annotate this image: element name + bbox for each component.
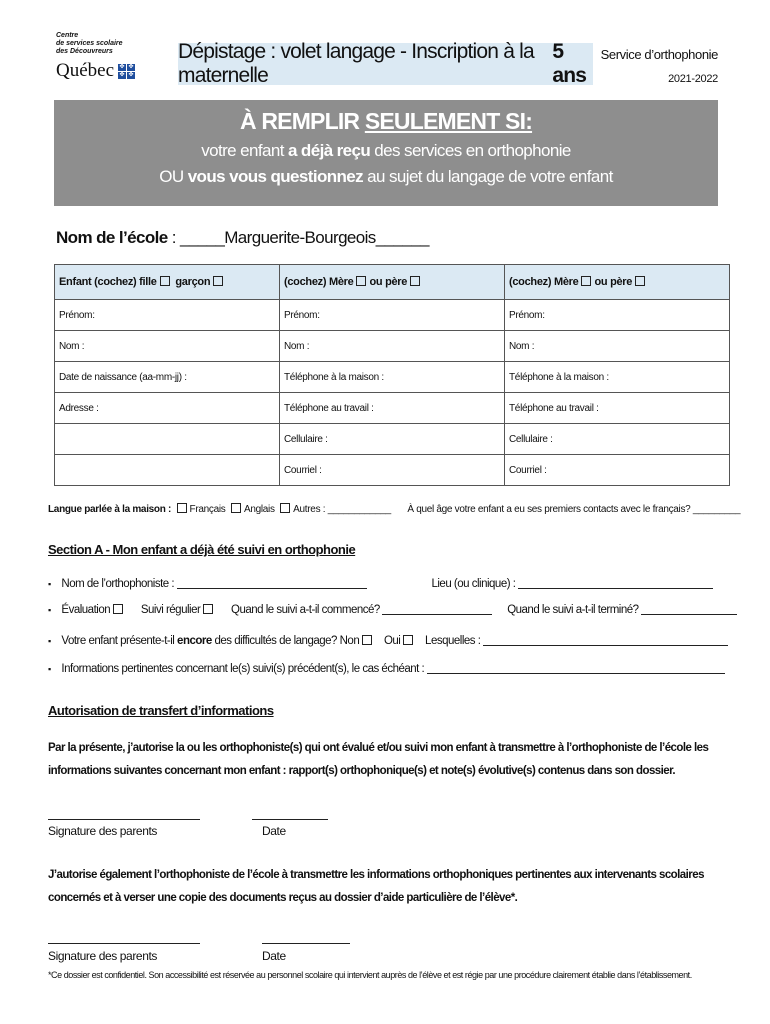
orthophonist-name-field[interactable] — [177, 577, 367, 589]
signature-line-2[interactable] — [48, 942, 200, 944]
boy-label: garçon — [172, 276, 211, 288]
banner-line1-a: votre enfant — [201, 141, 288, 160]
regular-follow-up-label: Suivi régulier — [140, 604, 201, 616]
logo-wordmark — [56, 60, 166, 82]
table-row — [55, 300, 730, 331]
other-language-label: Autres : ____________ — [293, 504, 391, 515]
bullet-current-difficulties — [48, 634, 728, 647]
table-cell[interactable]: Date de naissance (aa-mm-jj) : — [55, 362, 280, 393]
relevant-info-label: Informations pertinentes concernant le(s) suivi(s) précédent(s), le cas échéant : — [61, 663, 425, 675]
end-date-label: Quand le suivi a-t-il terminé? — [507, 604, 639, 616]
confidentiality-footnote: *Ce dossier est confidentiel. Son accessibilité est réservée au personnel scolaire qui intervient auprès de l’élève et est régie par une procédure clairement établie dans l’établissement. — [48, 970, 692, 980]
identification-table — [54, 264, 730, 486]
parent1-father-label: ou père — [369, 276, 408, 288]
banner-line2-a: OU — [159, 167, 188, 186]
table-cell[interactable]: Prénom: — [55, 300, 280, 331]
parent1-mother-checkbox[interactable] — [356, 276, 366, 286]
school-name-field[interactable] — [56, 228, 429, 248]
start-date-field[interactable] — [382, 603, 492, 615]
signature-label-2: Signature des parents — [48, 949, 158, 963]
bullet-follow-up — [48, 603, 737, 616]
fleur-de-lis-flag-icon: ✤ ✤ ✤ ✤ — [119, 63, 134, 78]
authorization-paragraph-2: J’autorise également l’orthophoniste de l’école à transmettre les informations orthophoniques pertinentes aux intervenants scolaires concernés et à verser une copie des documents reçus au dossier d’aide particulière de l’élève*. — [48, 869, 704, 904]
parent2-header — [505, 265, 730, 300]
table-row — [55, 424, 730, 455]
french-label: Français — [189, 504, 226, 515]
date-label-1: Date — [262, 824, 286, 838]
date-line-2[interactable] — [262, 942, 350, 944]
signature-label-1: Signature des parents — [48, 824, 158, 838]
bullet-relevant-info — [48, 662, 725, 675]
evaluation-checkbox[interactable] — [113, 604, 123, 614]
table-cell[interactable]: Nom : — [55, 331, 280, 362]
english-checkbox[interactable] — [231, 503, 241, 513]
child-header-label: Enfant (cochez) fille — [59, 276, 157, 288]
title-bold: 5 ans — [552, 40, 587, 87]
start-date-label: Quand le suivi a-t-il commencé? — [231, 604, 380, 616]
end-date-field[interactable] — [641, 603, 737, 615]
table-row — [55, 362, 730, 393]
banner-line1-b: a déjà reçu — [287, 141, 371, 160]
table-row — [55, 455, 730, 486]
authorization-paragraph-1: Par la présente, j’autorise la ou les orthophoniste(s) qui ont évalué et/ou suivi mon enfant à transmettre à l’orthophoniste de l’école les informations suivantes concernant mon enfant : rapport(s) orthophonique(s) et note(s) évolutive(s) contenus dans son dossier. — [48, 742, 709, 777]
bullet-orthophonist-name — [48, 577, 713, 590]
signature-line-1[interactable] — [48, 818, 200, 820]
service-label: Service d’orthophonie — [600, 47, 718, 62]
school-value: : _____Marguerite-Bourgeois______ — [167, 228, 429, 247]
girl-checkbox[interactable] — [160, 276, 170, 286]
banner-line1-c: des services en orthophonie — [370, 141, 571, 160]
table-cell[interactable]: Téléphone à la maison : — [505, 362, 730, 393]
banner-heading — [54, 108, 718, 135]
table-row — [55, 393, 730, 424]
child-header — [55, 265, 280, 300]
parent1-header — [280, 265, 505, 300]
table-cell[interactable]: Prénom: — [280, 300, 505, 331]
table-cell[interactable]: Nom : — [505, 331, 730, 362]
evaluation-label: Évaluation — [61, 604, 111, 616]
table-cell[interactable]: Courriel : — [280, 455, 505, 486]
parent2-father-label: ou père — [594, 276, 633, 288]
english-label: Anglais — [243, 504, 275, 515]
language-label: Langue parlée à la maison : — [48, 504, 172, 515]
school-label: Nom de l’école — [56, 228, 168, 247]
table-cell[interactable] — [55, 455, 280, 486]
authorization-title: Autorisation de transfert d’informations — [48, 703, 274, 718]
section-a-title: Section A - Mon enfant a déjà été suivi en orthophonie — [48, 542, 356, 557]
parent2-mother-label: (cochez) Mère — [509, 276, 579, 288]
table-cell[interactable] — [55, 424, 280, 455]
regular-follow-up-checkbox[interactable] — [203, 604, 213, 614]
difficulties-no-label: des difficultés de langage? Non — [211, 635, 360, 647]
logo-line-2: de services scolaire — [56, 40, 123, 47]
parent1-father-checkbox[interactable] — [410, 276, 420, 286]
instruction-banner — [54, 100, 718, 206]
home-language-row — [48, 503, 741, 515]
banner-line2-c: au sujet du langage de votre enfant — [363, 167, 613, 186]
difficulties-label-a: Votre enfant présente-t-il — [61, 635, 178, 647]
yes-checkbox[interactable] — [403, 635, 413, 645]
banner-heading-b: SEULEMENT SI: — [364, 108, 533, 134]
banner-heading-a: À REMPLIR — [239, 108, 365, 134]
which-difficulties-field[interactable] — [483, 634, 728, 646]
title-main: Dépistage : volet langage - Inscription à la maternelle — [178, 40, 534, 87]
parent2-father-checkbox[interactable] — [635, 276, 645, 286]
banner-line2-b: vous vous questionnez — [187, 167, 364, 186]
difficulties-label-b: encore — [177, 635, 212, 647]
french-checkbox[interactable] — [177, 503, 187, 513]
table-cell[interactable]: Téléphone au travail : — [280, 393, 505, 424]
no-checkbox[interactable] — [362, 635, 372, 645]
table-cell[interactable]: Adresse : — [55, 393, 280, 424]
french-contact-age-question[interactable]: À quel âge votre enfant a eu ses premiers contacts avec le français? _________ — [407, 504, 741, 515]
table-cell[interactable]: Cellulaire : — [280, 424, 505, 455]
table-cell[interactable]: Téléphone au travail : — [505, 393, 730, 424]
other-language-checkbox[interactable] — [280, 503, 290, 513]
clinic-label: Lieu (ou clinique) : — [431, 578, 516, 590]
table-cell[interactable]: Nom : — [280, 331, 505, 362]
banner-line-2 — [54, 167, 718, 187]
organization-logo — [56, 32, 166, 92]
parent1-mother-label: (cochez) Mère — [284, 276, 354, 288]
table-row — [55, 331, 730, 362]
table-cell[interactable]: Cellulaire : — [505, 424, 730, 455]
relevant-info-field[interactable] — [427, 662, 725, 674]
banner-line-1 — [54, 141, 718, 161]
orthophonist-name-label: Nom de l’orthophoniste : — [61, 578, 175, 590]
clinic-field[interactable] — [518, 577, 713, 589]
logo-line-3: des Découvreurs — [56, 48, 113, 55]
parent2-mother-checkbox[interactable] — [581, 276, 591, 286]
table-cell[interactable]: Téléphone à la maison : — [280, 362, 505, 393]
table-cell[interactable]: Prénom: — [505, 300, 730, 331]
table-header-row — [55, 265, 730, 300]
logo-name: Québec — [56, 60, 115, 81]
date-label-2: Date — [262, 949, 286, 963]
document-title — [178, 40, 593, 87]
boy-checkbox[interactable] — [213, 276, 223, 286]
logo-line-1: Centre — [56, 32, 79, 39]
which-label: Lesquelles : — [425, 635, 481, 647]
date-line-1[interactable] — [252, 818, 328, 820]
table-cell[interactable]: Courriel : — [505, 455, 730, 486]
school-year: 2021-2022 — [668, 73, 718, 85]
yes-label: Oui — [383, 635, 401, 647]
